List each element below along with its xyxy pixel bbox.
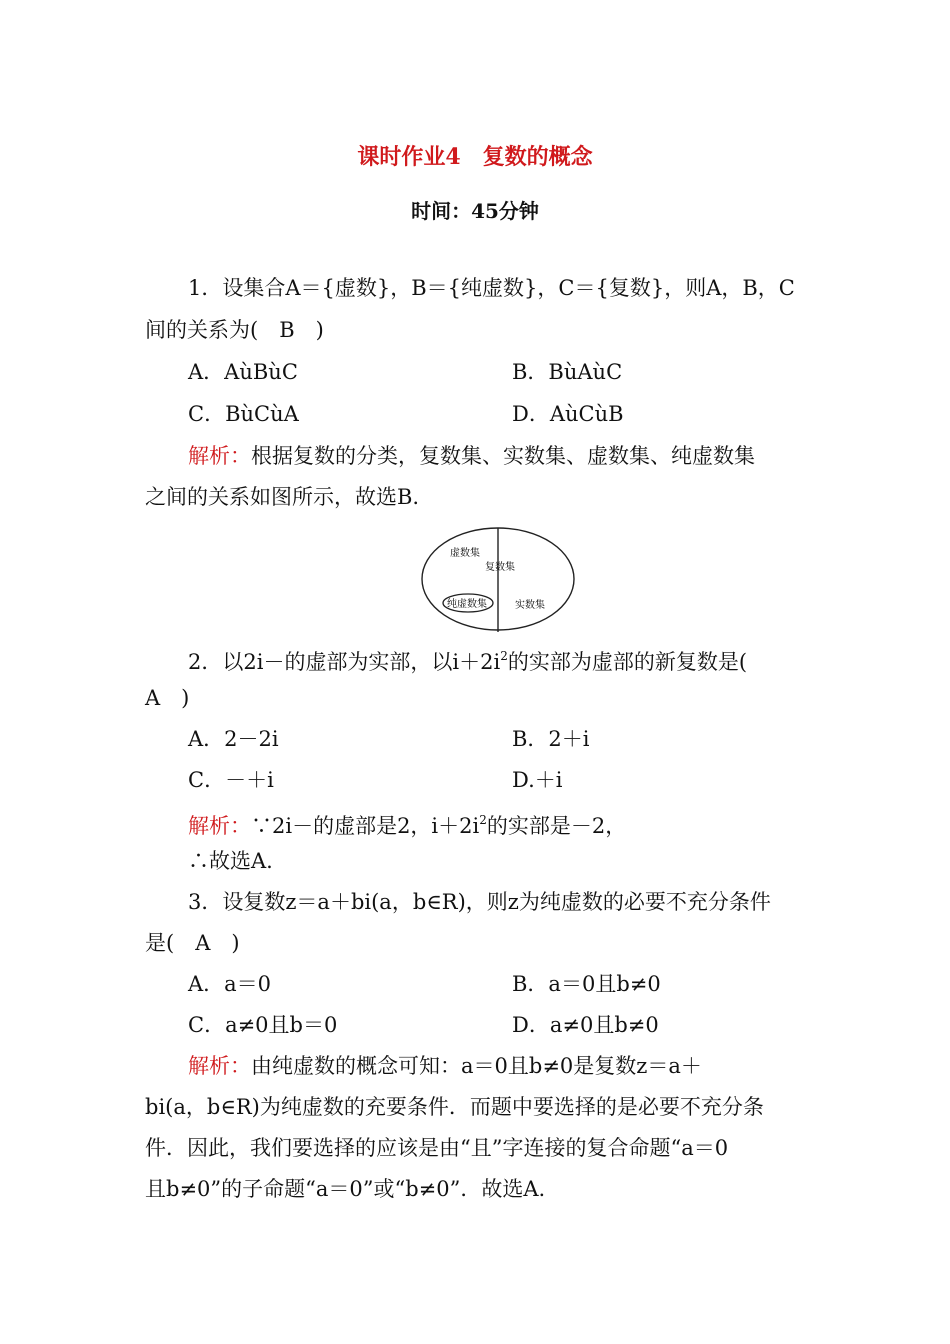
q1-stem-line1: 1．设集合A＝{虚数}，B＝{纯虚数}，C＝{复数}，则A，B，C — [188, 276, 795, 300]
analysis-label: 解析： — [188, 814, 251, 838]
q2-analysis-line1 — [188, 806, 626, 840]
q3-stem-line2: 是( A ) — [145, 931, 240, 955]
q2-stem-line2: A ) — [145, 686, 190, 710]
q3-option-c: C．a≠0且b＝0 — [188, 1013, 338, 1037]
q2-stem-part2: 的实部为虚部的新复数是( — [507, 650, 748, 674]
q3-option-d: D．a≠0且b≠0 — [512, 1013, 659, 1037]
q1-option-c: C．BùCùA — [188, 402, 299, 426]
q1-stem-line2: 间的关系为( B ) — [145, 318, 324, 342]
q2-option-a: A．2－2i — [188, 727, 279, 751]
page-title: 课时作业4 复数的概念 — [357, 144, 593, 170]
label-real-set: 实数集 — [515, 600, 545, 611]
analysis-label: 解析： — [188, 444, 251, 468]
q2-option-b: B．2＋i — [512, 727, 590, 751]
q1-analysis-line2: 之间的关系如图所示，故选B. — [145, 485, 420, 509]
q2-analysis-superscript: 2 — [479, 813, 487, 827]
q2-option-c: C．－＋i — [188, 768, 274, 792]
analysis-label: 解析： — [188, 1054, 251, 1078]
q3-option-a: A．a＝0 — [188, 972, 272, 996]
q2-analysis-part1: ∵2i－的虚部是2，i＋2i — [251, 814, 480, 838]
q3-analysis-line3: 件．因此，我们要选择的应该是由“且”字连接的复合命题“a＝0 — [145, 1136, 729, 1160]
q3-analysis-line2: bi(a，b∈R)为纯虚数的充要条件．而题中要选择的是必要不充分条 — [145, 1095, 764, 1119]
q1-option-b: B．BùAùC — [512, 360, 623, 384]
label-complex-set: 复数集 — [485, 562, 515, 573]
q3-option-b: B．a＝0且b≠0 — [512, 972, 661, 996]
number-set-diagram — [418, 524, 578, 636]
q1-option-a: A．AùBùC — [188, 360, 298, 384]
q2-option-d: D.＋i — [512, 768, 563, 792]
q3-stem-line1: 3．设复数z＝a＋bi(a，b∈R)，则z为纯虚数的必要不充分条件 — [188, 890, 771, 914]
q2-stem-line1 — [188, 642, 747, 676]
q3-analysis-line4: 且b≠0”的子命题“a＝0”或“b≠0”．故选A. — [145, 1177, 546, 1201]
q2-stem-part1: 2．以2i－的虚部为实部，以i＋2i — [188, 650, 501, 674]
q1-analysis-line1 — [188, 442, 755, 470]
q2-analysis-part2: 的实部是－2， — [486, 814, 627, 838]
time-limit: 时间：45分钟 — [411, 199, 539, 223]
q2-analysis-line2: ∴故选A. — [188, 849, 273, 873]
q3-analysis-text: 由纯虚数的概念可知：a＝0且b≠0是复数z＝a＋ — [251, 1054, 702, 1078]
q2-superscript: 2 — [500, 649, 508, 663]
q1-option-d: D．AùCùB — [512, 402, 624, 426]
label-imag-set: 虚数集 — [450, 548, 480, 559]
q1-analysis-text: 根据复数的分类，复数集、实数集、虚数集、纯虚数集 — [251, 444, 755, 468]
q3-analysis-line1 — [188, 1052, 702, 1080]
label-pure-imag-set: 纯虚数集 — [447, 599, 487, 610]
